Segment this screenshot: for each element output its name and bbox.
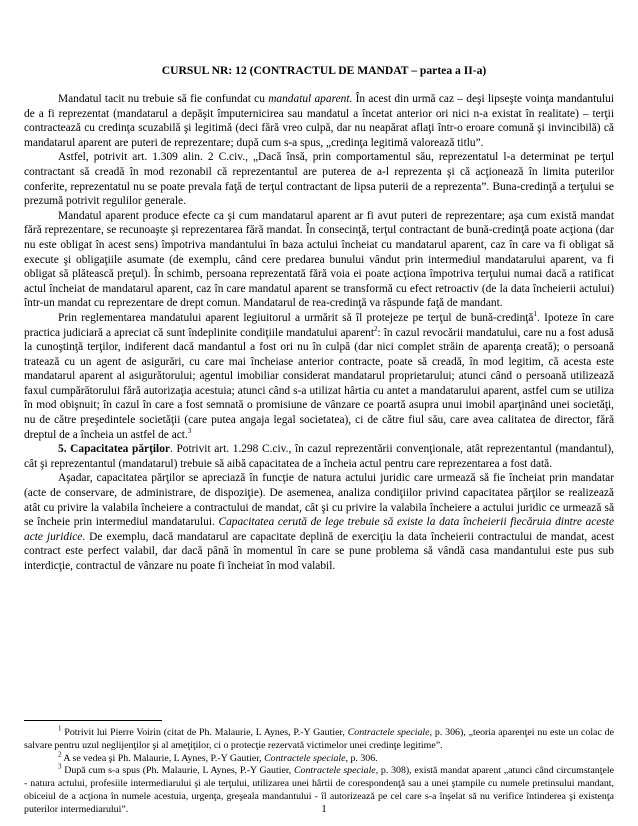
footnote-2 — [24, 750, 614, 766]
text-run: , p. 306), „teoria aparenţei nu este un colac de salvare pentru uzul neglijenţilor şi al ameţiţilor, ci o protecţie rezervată victimelor unei credinţe legitime”. — [24, 727, 615, 751]
text-run: . De exemplu, dacă mandatarul are capacitate deplină de exerciţiu la data încheierii contractului de mandat, acest contract este perfect valabil, dar dacă până în momentul în care se pune problema să vândă casa mandantului este pus sub interdicţie, contractul de vânzare nu poate fi încheiat în mod valabil. — [24, 530, 614, 572]
paragraph-article-1309: Astfel, potrivit art. 1.309 alin. 2 C.civ., „Dacă însă, prin comportamentul său, reprezentatul l-a determinat pe terţul contractant să creadă în mod rezonabil că reprezentantul are puterea de a-l reprezenta şi că acţionează în limita puterilor conferite, reprezentatul nu se poate prevala faţă de terţul contractant de lipsa puterii de a reprezenta”. Buna-credinţă a terţului se prezumă potrivit regulilor generale. — [24, 151, 614, 208]
text-run: Mandatul tacit nu trebuie să fie confundat cu — [58, 93, 269, 105]
text-run: . Potrivit art. 1.298 C.civ., în cazul reprezentării convenţionale, atât reprezentantul (mandantul), cât şi reprezentantul (mandatarul) trebuie să aibă capacitatea de a încheia actul pentru care reprezentarea a fost dată. — [24, 443, 614, 470]
text-run: Potrivit lui Pierre Voirin (citat de Ph. Malaurie, L Aynes, P.-Y Gautier, — [61, 727, 348, 738]
italic-title: Contractele speciale — [347, 727, 430, 738]
paragraph-capacity — [24, 442, 614, 471]
italic-term: mandatul aparent. — [268, 93, 353, 105]
course-title: CURSUL NR: 12 (CONTRACTUL DE MANDAT – partea a II-a) — [161, 64, 487, 77]
italic-title: Contractele speciale — [293, 765, 376, 777]
paragraph-effects: Mandatul aparent produce efecte ca şi cum mandatarul aparent ar fi avut puteri de reprezentare; aşa cum există mandat fără reprezentare, se recunoaşte şi reprezentarea fără mandat. În consecinţă, terţul contractant de bună-credinţă poate acţiona (dar nu este obligat în acest sens) împotriva mandantului în baza actului încheiat cu mandatarul aparent, caz în care va fi obligat să execute şi obligaţiile asumate (de exemplu, când cere predarea bunului vândut prin intermediul mandatarului aparent, va fi obligat să plătească preţul). În schimb, persoana reprezentată fără voia ei poate acţiona împotriva terţului numai dacă a ratificat actul încheiat de mandatarul aparent, caz în care mandatul aparent se transformă cu efect retroactiv (de la data încheierii actului) într-un mandat cu reprezentare de drept comun. Mandatarul de rea-credinţă va răspunde faţă de mandant. — [24, 209, 614, 310]
text-run: . Ipoteze în care practica judiciară a apreciat că sunt îndeplinite condiţiile mandatului aparent — [24, 311, 614, 339]
italic-title: Contractele speciale — [264, 752, 346, 764]
footnote-separator — [24, 720, 162, 721]
text-run: În acest din urmă caz – deşi lipseşte voinţa mandantului de a fi reprezentat (mandatarul a depăşit împuternicirea sau mandatul a încetat anterior ori nici n-a existat în realitate) – terţii contractează cu credinţa scuzabilă şi legitimă (deci fără vreo culpă, dar nu neapărat aflaţi într-o eroare comună şi invincibilă) că mandatarul aparent are puteri de reprezentare; după cum s-a spus, „credinţa legitimă valorează titlu”. — [24, 93, 614, 149]
text-run: Prin reglementarea mandatului aparent legiuitorul a urmărit să îl protejeze pe terţul de bună-credinţă — [58, 311, 534, 324]
text-run: După cum s-a spus (Ph. Malaurie, L Aynes, P.-Y Gautier, — [61, 765, 294, 777]
paragraph-legislative-purpose — [24, 311, 614, 442]
footnote-number: 2 — [58, 750, 62, 759]
footnote-ref-3[interactable]: 3 — [187, 426, 192, 435]
italic-emphasis: Capacitatea cerută de lege trebuie să existe la data încheierii fiecăruia dintre aceste acte juridice — [24, 516, 614, 543]
footnote-1 — [24, 724, 615, 753]
paragraph-capacity-analysis — [24, 471, 614, 573]
page-number: 1 — [321, 803, 327, 815]
footnote-ref-2[interactable]: 2 — [374, 324, 378, 333]
main-text — [24, 92, 614, 574]
footnote-number: 1 — [58, 724, 62, 733]
footnote-ref-1[interactable]: 1 — [533, 310, 537, 319]
section-heading: 5. Capacitatea părţilor — [58, 443, 170, 456]
text-run: : în cazul revocării mandatului, care nu a fost adusă la cunoştinţă terţilor, indiferent dacă mandantul a fost ori nu în culpă (dar nici complet străin de aparenţa creată); o persoană tratează cu un agent de asigurări, cu care mai încheiase anterior contracte, poate să creadă, în mod legitim, că acesta este mandatarul aparent al asigurătorului; agentul imobiliar considerat mandatarul proprietarului; atunci când o persoană utilizează faxul cumpărătorului fără autorizaţia acestuia; atunci când s-a utilizat hârtia cu antet a mandatarului aparent, astfel cum se utiliza în mod obişnuit; în cazul în care a fost semnată o promisiune de vânzare ce poartă asupra unui imobil aparţinând unei societăţi, nu de către preşedintele societăţii (care putea angaja legal societatea), ci de către fiul său, care avea calitatea de director, fără dreptul de a încheia un astfel de act. — [24, 326, 614, 441]
text-run: , p. 306. — [345, 752, 378, 764]
text-run: Aşadar, capacitatea părţilor se apreciază în funcţie de natura actului juridic care urmează să fie încheiat prin mandatar (acte de conservare, de administrare, de dispoziţie). De asemenea, analiza condiţiilor privind capacitatea părţilor se realizează atât cu privire la valabila încheiere a contractului de mandat, cât şi cu privire la valabila încheiere a actului juridic ce urmează să se încheie prin intermediul mandatarului. — [24, 472, 614, 529]
text-run: , p. 308), există mandat aparent „atunci când circumstanţele - natura actului, profesiile intermediarului şi ale terţului, utilizarea unei hârtii de corespondenţă sau a unei ştampile cu numele pretinsului mandant, obiceiul de a acţiona în numele acestuia, urgenţa, greşeala mandantului - îl autorizează pe cel care s-a înşelat să nu verifice întinderea şi existenţa puterilor intermediarului”. — [24, 765, 614, 815]
paragraph-apparent-mandate — [24, 92, 614, 150]
text-run: A se vedea şi Ph. Malaurie, L Aynes, P.-Y Gautier, — [61, 752, 265, 764]
footnote-number: 3 — [58, 763, 62, 772]
